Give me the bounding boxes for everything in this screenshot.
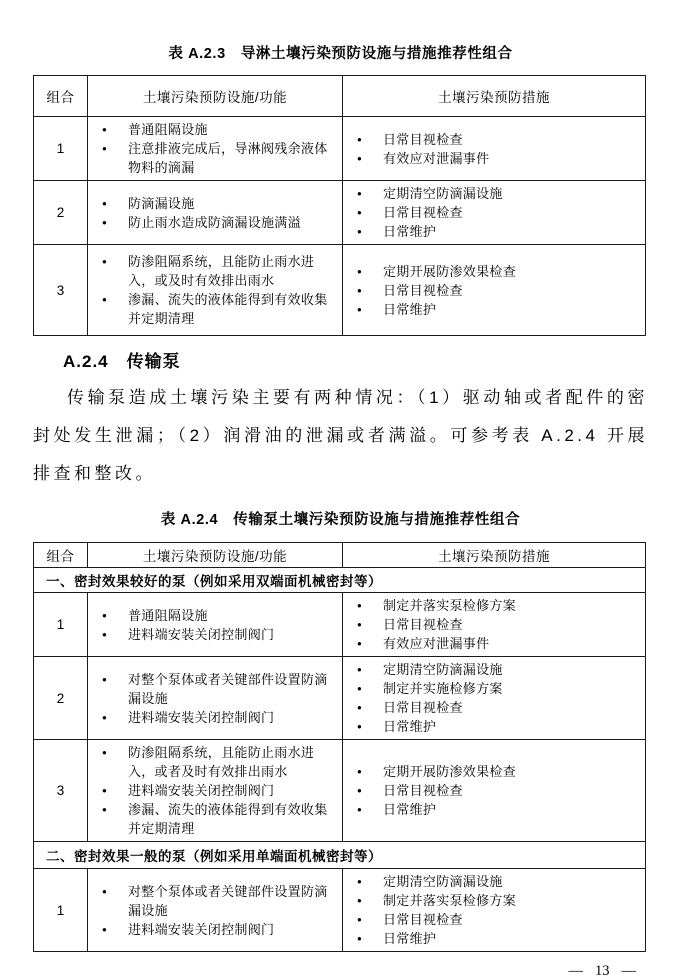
list-item-text: 日常维护 [383, 301, 437, 317]
combo-number: 3 [34, 245, 88, 336]
list-item-text: 定期开展防渗效果检查 [383, 263, 517, 279]
bullet-icon: ● [357, 665, 363, 674]
list-item [88, 120, 338, 139]
list-item [88, 606, 338, 625]
bullet-icon: ● [357, 620, 363, 629]
list-item [343, 781, 641, 800]
list-item-text: 日常维护 [383, 802, 437, 817]
list-item-text: 制定并落实泵检修方案 [383, 598, 517, 613]
list-item [343, 262, 641, 281]
measure-list [343, 660, 641, 736]
section-label: 一、密封效果较好的泵（例如采用双端面机械密封等） [34, 568, 646, 593]
combo-number: 1 [34, 593, 88, 657]
bullet-icon: ● [357, 767, 363, 776]
list-item-text: 进料端安装关闭控制阀门 [128, 709, 275, 725]
list-item-text: 防止雨水造成防滴漏设施满溢 [128, 214, 301, 230]
measure-list [343, 184, 641, 241]
list-item-text: 注意排液完成后，导淋阀残余液体物料的滴漏 [128, 141, 328, 175]
list-item-text: 防渗阻隔系统，且能防止雨水进入，或及时有效排出雨水 [128, 254, 315, 288]
list-item [343, 698, 641, 717]
list-item [343, 149, 641, 168]
measure-list [343, 762, 641, 819]
list-item [343, 891, 641, 910]
table-a24-header-row [34, 543, 646, 568]
bullet-icon: ● [102, 629, 108, 639]
bullet-icon: ● [102, 924, 108, 934]
combo-number: 2 [34, 181, 88, 245]
list-item [343, 910, 641, 929]
section-paragraph: 传输泵造成土壤污染主要有两种情况：（1）驱动轴或者配件的密封处发生泄漏；（2）润滑油的泄漏或者满溢。可参考表 A.2.4 开展排查和整改。 [33, 388, 648, 483]
measure-list [343, 130, 641, 168]
list-item [88, 743, 338, 781]
list-item [343, 222, 641, 241]
list-item [88, 290, 338, 328]
list-item-text: 渗漏、流失的液体能得到有效收集并定期清理 [128, 292, 328, 326]
list-item-text: 日常目视检查 [383, 282, 463, 298]
facility-list [88, 743, 338, 838]
bullet-icon: ● [102, 674, 108, 684]
list-item-text: 日常维护 [383, 224, 437, 239]
list-item [343, 872, 641, 891]
page-number: 13 [595, 963, 610, 979]
section-label: 二、密封效果一般的泵（例如采用单端面机械密封等） [34, 842, 646, 869]
list-item [88, 213, 338, 232]
list-item [88, 781, 338, 800]
page-footer [33, 963, 648, 980]
measure-list [343, 596, 641, 653]
bullet-icon: ● [357, 639, 363, 648]
column-header-facility: 土壤污染预防设施/功能 [88, 76, 343, 117]
bullet-icon: ● [357, 684, 363, 693]
table-a24 [33, 542, 646, 952]
bullet-icon: ● [357, 189, 363, 198]
column-header-facility: 土壤污染预防设施/功能 [88, 543, 343, 568]
list-item-text: 制定并实施检修方案 [383, 681, 503, 696]
list-item-text: 进料端安装关闭控制阀门 [128, 783, 275, 798]
bullet-icon: ● [102, 125, 108, 134]
footer-dash-right: — [621, 963, 636, 979]
table-a23-title: 表 A.2.3 导淋土壤污染预防设施与措施推荐性组合 [168, 46, 513, 62]
list-item-text: 普通阻隔设施 [128, 122, 208, 137]
column-header-measure: 土壤污染预防措施 [343, 76, 646, 117]
bullet-icon: ● [357, 915, 363, 924]
column-header-combo: 组合 [34, 543, 88, 568]
list-item-text: 进料端安装关闭控制阀门 [128, 626, 275, 642]
list-item [88, 882, 338, 920]
list-item [88, 194, 338, 213]
table-a23 [33, 75, 646, 336]
bullet-icon: ● [102, 295, 108, 304]
list-item [343, 717, 641, 736]
list-item [343, 615, 641, 634]
list-item [88, 252, 338, 290]
bullet-icon: ● [357, 601, 363, 610]
list-item-text: 日常目视检查 [383, 131, 463, 147]
bullet-icon: ● [102, 144, 108, 153]
list-item [343, 281, 641, 300]
bullet-icon: ● [357, 896, 363, 905]
list-item-text: 有效应对泄漏事件 [383, 636, 490, 651]
bullet-icon: ● [357, 934, 363, 943]
list-item-text: 进料端安装关闭控制阀门 [128, 921, 275, 937]
table-row [34, 181, 646, 245]
list-item [343, 660, 641, 679]
list-item-text: 日常目视检查 [383, 205, 463, 220]
bullet-icon: ● [357, 722, 363, 731]
combo-number: 1 [34, 869, 88, 952]
list-item-text: 日常目视检查 [383, 783, 463, 798]
bullet-icon: ● [102, 805, 108, 814]
bullet-icon: ● [102, 610, 108, 620]
bullet-icon: ● [102, 198, 108, 208]
list-item-text: 日常维护 [383, 719, 437, 734]
list-item-text: 防滴漏设施 [128, 195, 195, 211]
bullet-icon: ● [102, 257, 108, 266]
bullet-icon: ● [102, 748, 108, 757]
bullet-icon: ● [357, 227, 363, 236]
bullet-icon: ● [102, 217, 108, 227]
table-row [34, 869, 646, 952]
bullet-icon: ● [357, 134, 363, 144]
list-item-text: 日常目视检查 [383, 617, 463, 632]
section-label-row [34, 568, 646, 593]
list-item-text: 日常维护 [383, 931, 437, 946]
column-header-measure: 土壤污染预防措施 [343, 543, 646, 568]
bullet-icon: ● [357, 153, 363, 163]
list-item-text: 普通阻隔设施 [128, 607, 208, 623]
list-item [88, 920, 338, 939]
list-item [343, 679, 641, 698]
list-item [343, 929, 641, 948]
facility-list [88, 120, 338, 177]
list-item-text: 日常目视检查 [383, 912, 463, 927]
list-item [343, 800, 641, 819]
combo-number: 2 [34, 657, 88, 740]
list-item-text: 渗漏、流失的液体能得到有效收集并定期清理 [128, 802, 328, 836]
list-item-text: 定期清空防滴漏设施 [383, 662, 503, 677]
list-item [343, 596, 641, 615]
bullet-icon: ● [357, 703, 363, 712]
table-a24-title: 表 A.2.4 传输泵土壤污染预防设施与措施推荐性组合 [160, 512, 521, 528]
list-item-text: 定期开展防渗效果检查 [383, 764, 517, 779]
list-item-text: 制定并落实泵检修方案 [383, 893, 517, 908]
table-row [34, 593, 646, 657]
facility-list [88, 252, 338, 328]
list-item [88, 708, 338, 727]
table-row [34, 117, 646, 181]
facility-list [88, 670, 338, 727]
list-item-text: 定期清空防滴漏设施 [383, 186, 503, 201]
section-label-row [34, 842, 646, 869]
list-item-text: 对整个泵体或者关键部件设置防滴漏设施 [128, 883, 328, 918]
facility-list [88, 606, 338, 644]
measure-list [343, 872, 641, 948]
bullet-icon: ● [357, 304, 363, 314]
facility-list [88, 194, 338, 232]
measure-list [343, 262, 641, 319]
bullet-icon: ● [357, 266, 363, 276]
bullet-icon: ● [357, 786, 363, 795]
bullet-icon: ● [102, 886, 108, 896]
list-item-text: 有效应对泄漏事件 [383, 150, 490, 166]
list-item [343, 130, 641, 149]
bullet-icon: ● [357, 285, 363, 295]
list-item [343, 762, 641, 781]
column-header-combo: 组合 [34, 76, 88, 117]
bullet-icon: ● [357, 877, 363, 886]
list-item [343, 300, 641, 319]
list-item [88, 139, 338, 177]
list-item [88, 625, 338, 644]
footer-dash-left: — [568, 963, 583, 979]
combo-number: 3 [34, 740, 88, 842]
table-row [34, 245, 646, 336]
list-item [343, 184, 641, 203]
list-item-text: 日常目视检查 [383, 700, 463, 715]
list-item [88, 670, 338, 708]
list-item [88, 800, 338, 838]
table-row [34, 657, 646, 740]
bullet-icon: ● [357, 805, 363, 814]
list-item-text: 对整个泵体或者关键部件设置防滴漏设施 [128, 671, 328, 706]
table-a23-header-row [34, 76, 646, 117]
list-item [343, 203, 641, 222]
bullet-icon: ● [102, 786, 108, 795]
bullet-icon: ● [357, 208, 363, 217]
table-row [34, 740, 646, 842]
combo-number: 1 [34, 117, 88, 181]
list-item-text: 定期清空防滴漏设施 [383, 874, 503, 889]
section-heading: A.2.4 传输泵 [63, 352, 181, 371]
facility-list [88, 882, 338, 939]
list-item [343, 634, 641, 653]
bullet-icon: ● [102, 712, 108, 722]
list-item-text: 防渗阻隔系统，且能防止雨水进入，或者及时有效排出雨水 [128, 745, 315, 779]
